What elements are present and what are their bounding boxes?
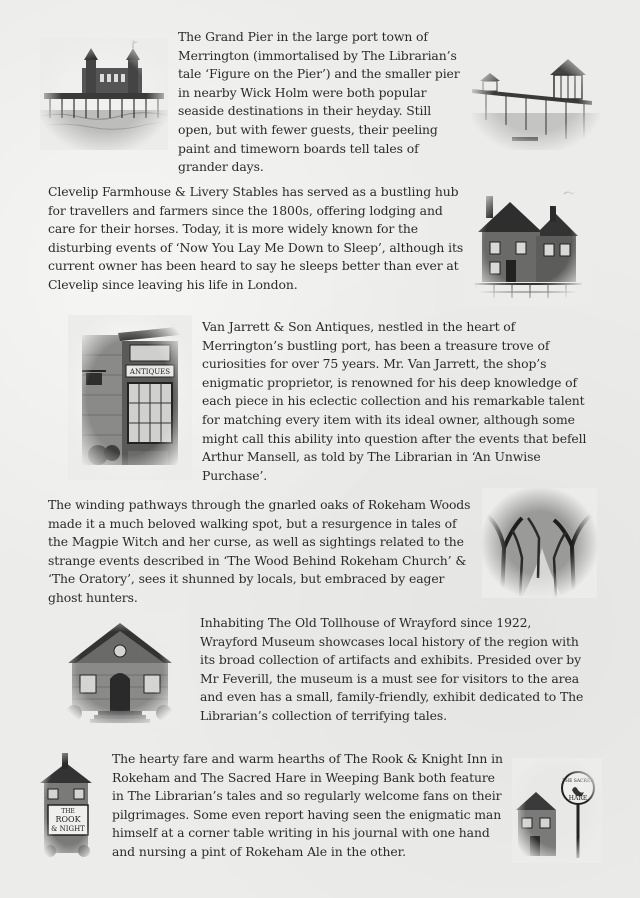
sacred-hare-inn-illustration: [512, 758, 602, 863]
rook-and-knight-inn-illustration: [36, 745, 102, 863]
rokeham-woods-illustration: [482, 488, 597, 598]
wrayford-museum-illustration: [58, 613, 182, 728]
clevelip-farmhouse-illustration: [464, 180, 592, 305]
antiques-paragraph: Van Jarrett & Son Antiques, nestled in the heart of Merrington’s bustling port, has been a treasure trove of curiosities for over 75 years. Mr. Van Jarrett, the shop’s enigmatic proprietor, is renowned for his deep knowledge of each piece in his eclectic collection and his remarkable talent for matching every item with its ideal owner, although some might call this ability into question after the events that befell Arthur Mansell, as told by The Librarian in ‘An Unwise Purchase’.: [202, 319, 587, 483]
inns-paragraph: The hearty fare and warm hearths of The Rook & Knight Inn in Rokeham and The Sacred Hare in Weeping Bank both feature in The Librarian’s tales and so regularly welcome fans on their pilgrimages. Some even report having seen the enigmatic man himself at a corner table writing in his journal with one hand and nursing a pint of Rokeham Ale in the other.: [112, 751, 503, 859]
wick-holm-pier-illustration: [472, 45, 600, 150]
antiques-shop-illustration: [68, 315, 192, 480]
farmhouse-paragraph: Clevelip Farmhouse & Livery Stables has served as a bustling hub for travellers and farmers since the 1800s, offering lodging and care for their horses. Today, it is more widely known for the disturbing events of ‘Now You Lay Me Down to Sleep’, although its current owner has been heard to say he sleeps better than ever at Clevelip since leaving his life in London.: [48, 184, 464, 292]
woods-paragraph: The winding pathways through the gnarled oaks of Rokeham Woods made it a much beloved walking spot, but a resurgence in tales of the Magpie Witch and her curse, as well as sightings related to the strange events described in ‘The Wood Behind Rokeham Church’ & ‘The Oratory’, sees it shunned by locals, but embraced by eager ghost hunters.: [48, 497, 471, 605]
piers-paragraph: The Grand Pier in the large port town of Merrington (immortalised by The Librarian’s tale ‘Figure on the Pier’) and the smaller pier in nearby Wick Holm were both popular seaside destinations in their heyday. Still open, but with fewer guests, their peeling paint and timeworn boards tell tales of grander days.: [178, 29, 460, 175]
museum-paragraph: Inhabiting The Old Tollhouse of Wrayford since 1922, Wrayford Museum showcases local history of the region with its broad collection of artifacts and exhibits. Presided over by Mr Feverill, the museum is a must see for visitors to the area and even has a small, family-friendly, exhibit dedicated to The Librarian’s collection of terrifying tales.: [200, 615, 584, 723]
grand-pier-illustration: [40, 38, 168, 150]
